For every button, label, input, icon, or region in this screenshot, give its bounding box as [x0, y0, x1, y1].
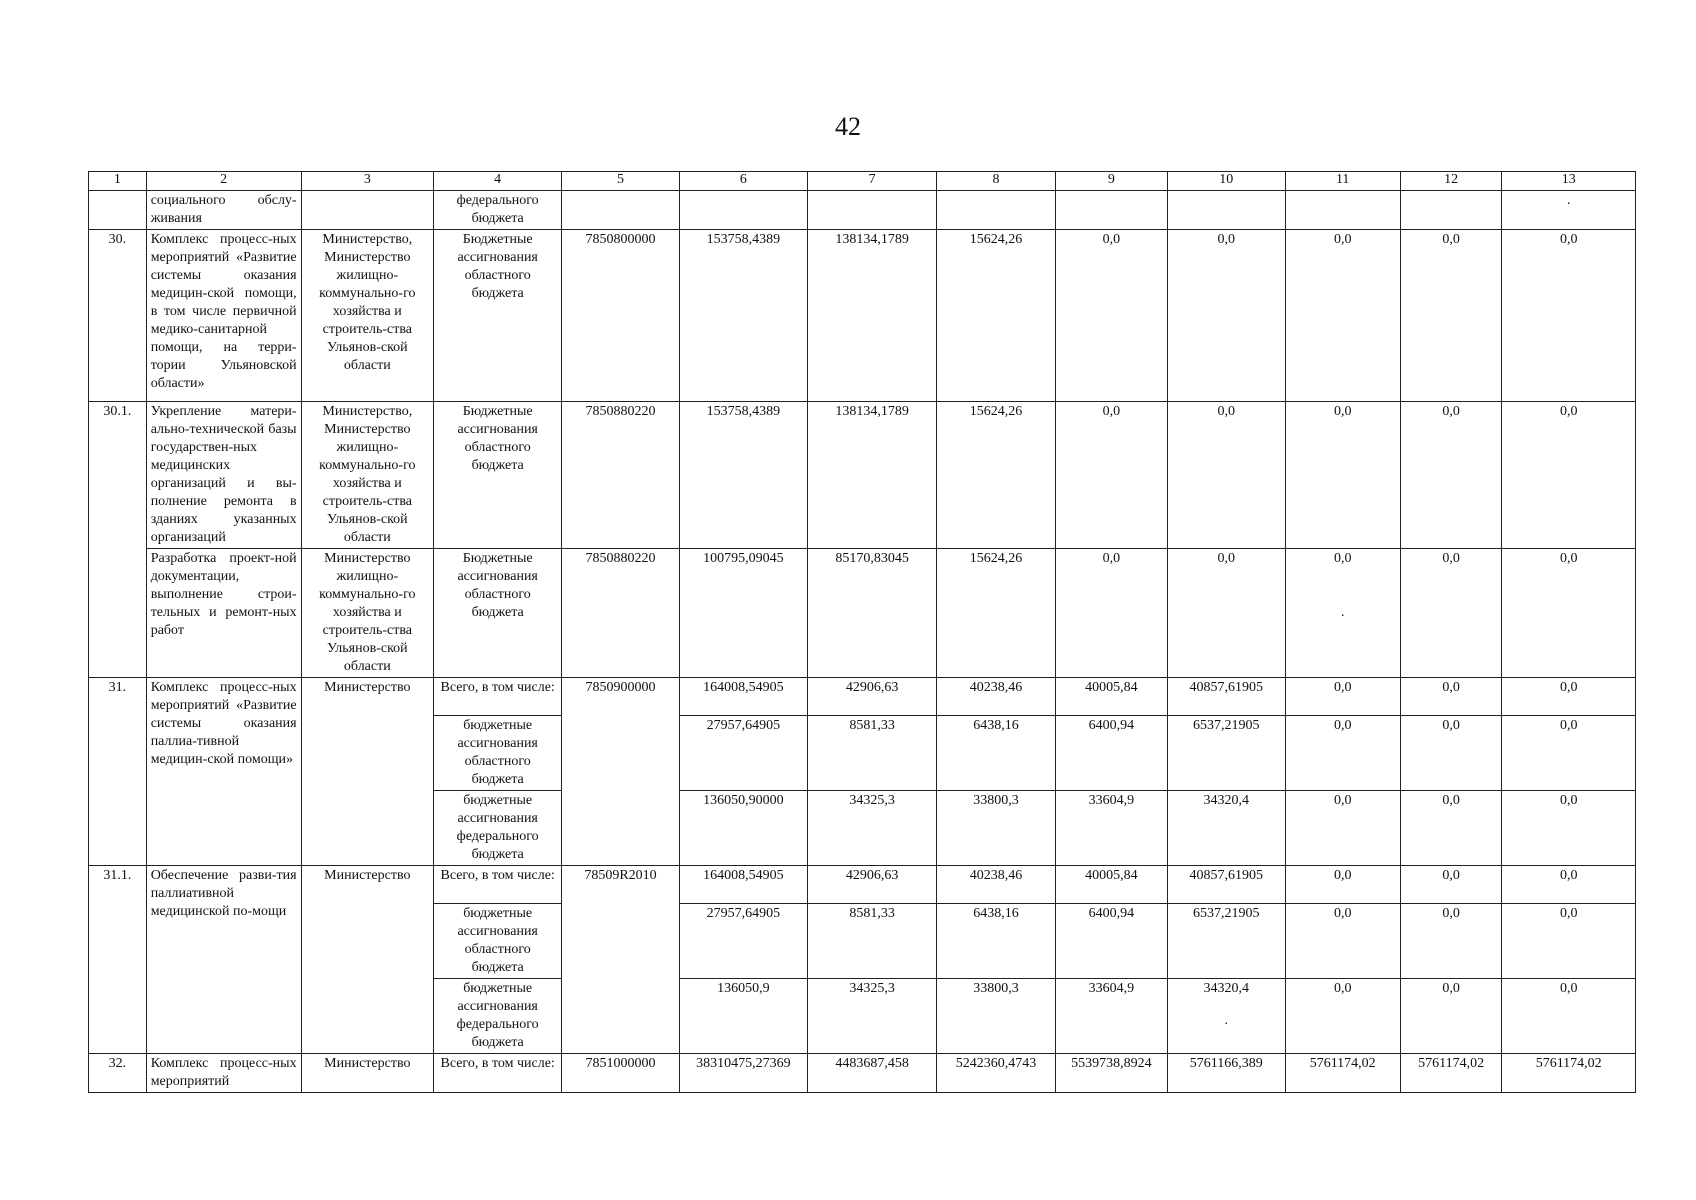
executor: Министерство, Министерство жилищно-коммунально-го хозяйства и строитель-ства Ульянов-ской области	[301, 230, 433, 402]
value-cell: 34320,4	[1168, 791, 1286, 866]
value-cell: 0,0	[1400, 866, 1501, 904]
row-number: 31.1.	[89, 866, 147, 1054]
value-cell: 42906,63	[807, 866, 936, 904]
value-cell: 100795,09045	[679, 549, 807, 678]
funding-source: бюджетные ассигнования областного бюджета	[434, 904, 562, 979]
value-cell: 5761174,02	[1285, 1054, 1400, 1093]
value-cell: 0,0	[1285, 402, 1400, 549]
activity-name: Комплекс процесс-ных мероприятий «Развитие системы оказания медицин-ской помощи, в том числе первичной медико-санитарной помощи, на терри-тории Ульяновской области»	[146, 230, 301, 402]
value-cell: 40005,84	[1055, 678, 1167, 716]
value-cell: 0,0	[1502, 979, 1636, 1054]
value-cell: 5761166,389	[1168, 1054, 1286, 1093]
table-row	[89, 191, 1636, 230]
value-cell: 153758,4389	[679, 230, 807, 402]
value-cell: 38310475,27369	[679, 1054, 807, 1093]
value-cell: 40238,46	[937, 866, 1056, 904]
funding-source: Бюджетные ассигнования областного бюджета	[434, 230, 562, 402]
budget-code: 7850880220	[562, 549, 680, 678]
margin-mark: .	[1340, 605, 1345, 620]
table-row	[89, 866, 1636, 904]
value-cell: 0,0	[1285, 678, 1400, 716]
value-cell: 33604,9	[1055, 791, 1167, 866]
value-cell: 0,0	[1400, 230, 1501, 402]
funding-source: бюджетные ассигнования федерального бюджета	[434, 979, 562, 1054]
value-cell: 138134,1789	[807, 230, 936, 402]
value-cell: 5242360,4743	[937, 1054, 1056, 1093]
col-header: 9	[1055, 172, 1167, 191]
value-cell: 0,0	[1055, 402, 1167, 549]
executor: Министерство, Министерство жилищно-коммунально-го хозяйства и строитель-ства Ульянов-ской области	[301, 402, 433, 549]
col-header: 5	[562, 172, 680, 191]
col-header: 4	[434, 172, 562, 191]
value-cell: 40857,61905	[1168, 866, 1286, 904]
value-cell: 0,0	[1502, 866, 1636, 904]
budget-code: 7850800000	[562, 230, 680, 402]
value-cell: 6400,94	[1055, 716, 1167, 791]
value-cell: 4483687,458	[807, 1054, 936, 1093]
value-cell: 0,0	[1168, 402, 1286, 549]
activity-name: социального обслу-живания	[146, 191, 301, 230]
budget-table	[88, 171, 1636, 1093]
activity-name: Обеспечение разви-тия паллиативной медицинской по-мощи	[146, 866, 301, 1054]
row-number: 31.	[89, 678, 147, 866]
value-cell: 8581,33	[807, 716, 936, 791]
activity-name: Укрепление матери-ально-технической базы государствен-ных медицинских организаций и вы-полнение ремонта в зданиях указанных организаций	[146, 402, 301, 549]
row-number: 32.	[89, 1054, 147, 1093]
value-cell: 6438,16	[937, 716, 1056, 791]
table-row	[89, 230, 1636, 402]
value-cell: 5761174,02	[1400, 1054, 1501, 1093]
value-cell: 6438,16	[937, 904, 1056, 979]
funding-source: бюджетные ассигнования федерального бюджета	[434, 791, 562, 866]
activity-name: Комплекс процесс-ных мероприятий	[146, 1054, 301, 1093]
activity-name: Комплекс процесс-ных мероприятий «Развитие системы оказания паллиа-тивной медицин-ской помощи»	[146, 678, 301, 866]
row-number: 30.1.	[89, 402, 147, 678]
value-cell: 33800,3	[937, 791, 1056, 866]
budget-code: 7850880220	[562, 402, 680, 549]
value-cell: 136050,90000	[679, 791, 807, 866]
value-cell: 42906,63	[807, 678, 936, 716]
col-header: 7	[807, 172, 936, 191]
funding-source: Всего, в том числе:	[434, 678, 562, 716]
value-cell: 34320,4 .	[1168, 979, 1286, 1054]
value-cell: 34325,3	[807, 979, 936, 1054]
value-cell: 34325,3	[807, 791, 936, 866]
value-cell: 5761174,02	[1502, 1054, 1636, 1093]
page-number: 42	[835, 112, 861, 141]
executor: Министерство	[301, 866, 433, 1054]
value-cell: 5539738,8924	[1055, 1054, 1167, 1093]
value-cell: 153758,4389	[679, 402, 807, 549]
budget-code: 7850900000	[562, 678, 680, 866]
table-row	[89, 678, 1636, 716]
col-header: 10	[1168, 172, 1286, 191]
value-cell: 0,0	[1055, 549, 1167, 678]
value-cell: 0,0	[1400, 979, 1501, 1054]
col-header: 13	[1502, 172, 1636, 191]
funding-source: Бюджетные ассигнования областного бюджета	[434, 549, 562, 678]
value-cell: 0,0	[1400, 716, 1501, 791]
value-cell: 8581,33	[807, 904, 936, 979]
executor: Министерство	[301, 1054, 433, 1093]
funding-source: Бюджетные ассигнования областного бюджета	[434, 402, 562, 549]
value-cell: 40857,61905	[1168, 678, 1286, 716]
col-header: 1	[89, 172, 147, 191]
budget-code: 78509R2010	[562, 866, 680, 1054]
col-header: 6	[679, 172, 807, 191]
col-header: 11	[1285, 172, 1400, 191]
value-cell: 0,0	[1400, 678, 1501, 716]
value-cell: 6537,21905	[1168, 716, 1286, 791]
value-cell: 0,0	[1502, 678, 1636, 716]
value-cell: 164008,54905	[679, 866, 807, 904]
table-row	[89, 402, 1636, 549]
value-cell: 27957,64905	[679, 716, 807, 791]
value-cell: 0,0	[1285, 904, 1400, 979]
value-cell: 0,0	[1502, 549, 1636, 678]
value-cell: 15624,26	[937, 230, 1056, 402]
col-header: 8	[937, 172, 1056, 191]
executor: Министерство	[301, 678, 433, 866]
value-cell: 33604,9	[1055, 979, 1167, 1054]
value-cell: 0,0	[1285, 791, 1400, 866]
funding-source: федерального бюджета	[434, 191, 562, 230]
col-header: 3	[301, 172, 433, 191]
value-cell: 27957,64905	[679, 904, 807, 979]
table-row	[89, 1054, 1636, 1093]
value-cell: 0,0	[1400, 791, 1501, 866]
value-cell: 6537,21905	[1168, 904, 1286, 979]
row-number: 30.	[89, 230, 147, 402]
margin-mark: .	[1502, 191, 1636, 230]
funding-source: Всего, в том числе:	[434, 1054, 562, 1093]
value-cell: 0,0	[1502, 402, 1636, 549]
value-cell: 0,0	[1168, 230, 1286, 402]
value-cell: 0,0	[1502, 904, 1636, 979]
budget-code: 7851000000	[562, 1054, 680, 1093]
value-cell: 0,0	[1285, 866, 1400, 904]
value-cell: 164008,54905	[679, 678, 807, 716]
value-cell: 15624,26	[937, 402, 1056, 549]
value-cell: 0,0	[1400, 904, 1501, 979]
value-cell: 33800,3	[937, 979, 1056, 1054]
margin-mark: .	[1224, 1013, 1228, 1028]
value-cell: 15624,26	[937, 549, 1056, 678]
value-cell: 0,0 .	[1285, 549, 1400, 678]
value-cell: 0,0	[1285, 716, 1400, 791]
value-cell: 138134,1789	[807, 402, 936, 549]
value-cell: 136050,9	[679, 979, 807, 1054]
col-header: 12	[1400, 172, 1501, 191]
table-row	[89, 549, 1636, 678]
value-cell: 0,0	[1502, 230, 1636, 402]
value-cell: 0,0	[1285, 230, 1400, 402]
value-cell: 0,0	[1502, 716, 1636, 791]
value-cell: 0,0	[1285, 979, 1400, 1054]
value-cell: 0,0	[1168, 549, 1286, 678]
value-cell: 6400,94	[1055, 904, 1167, 979]
funding-source: Всего, в том числе:	[434, 866, 562, 904]
col-header: 2	[146, 172, 301, 191]
header-row	[89, 172, 1636, 191]
value-cell: 0,0	[1055, 230, 1167, 402]
funding-source: бюджетные ассигнования областного бюджета	[434, 716, 562, 791]
value-cell: 0,0	[1400, 402, 1501, 549]
value-cell: 0,0	[1400, 549, 1501, 678]
executor: Министерство жилищно-коммунально-го хозяйства и строитель-ства Ульянов-ской области	[301, 549, 433, 678]
value-cell: 40005,84	[1055, 866, 1167, 904]
activity-name: Разработка проект-ной документации, выполнение строи-тельных и ремонт-ных работ	[146, 549, 301, 678]
value-cell: 40238,46	[937, 678, 1056, 716]
value-cell: 85170,83045	[807, 549, 936, 678]
value-cell: 0,0	[1502, 791, 1636, 866]
